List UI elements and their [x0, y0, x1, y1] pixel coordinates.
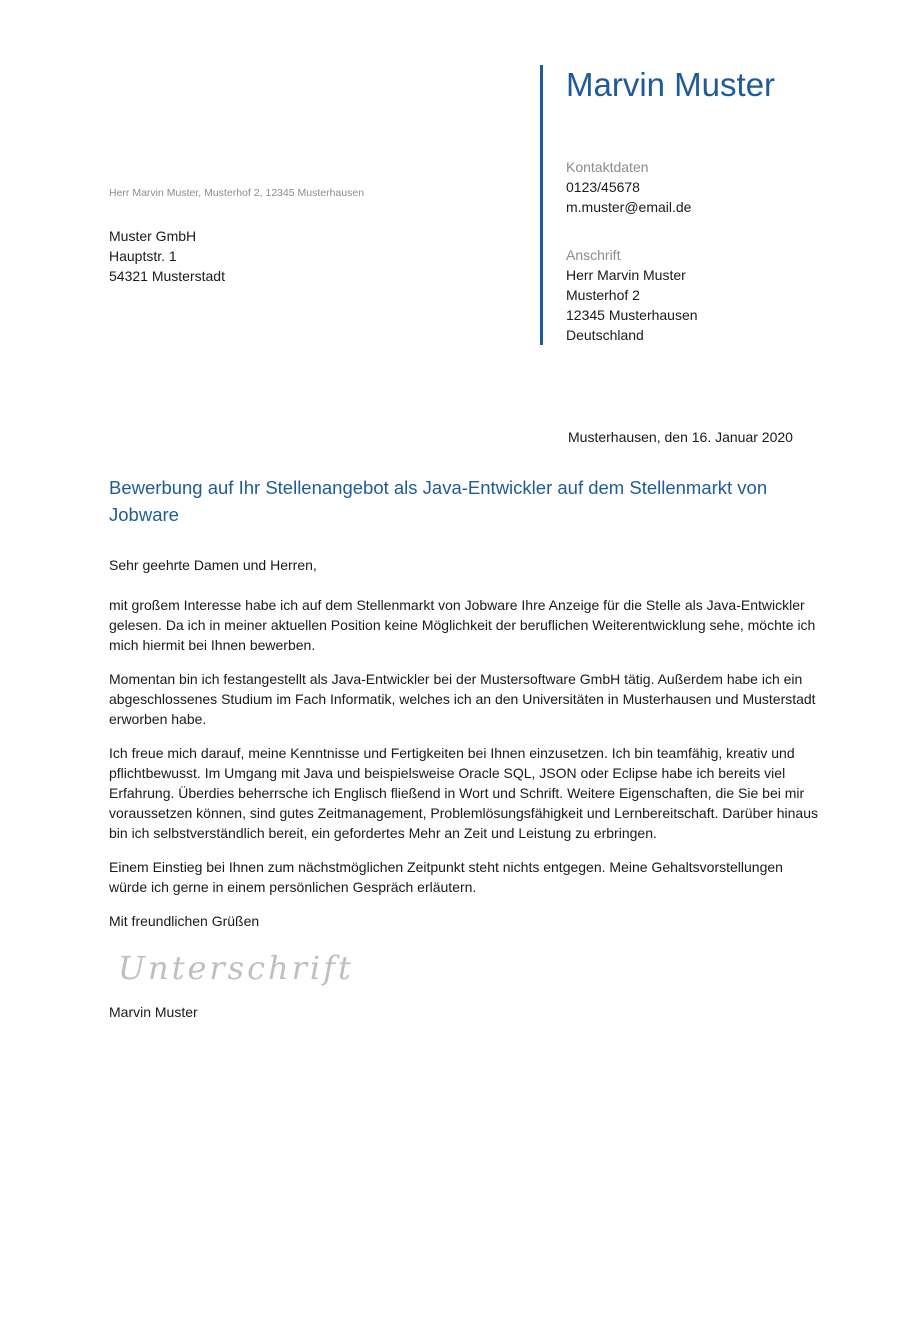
contact-phone: 0123/45678 [566, 179, 640, 195]
closing-phrase: Mit freundlichen Grüßen [109, 913, 260, 929]
contact-label: Kontaktdaten [566, 159, 649, 175]
sender-return-line: Herr Marvin Muster, Musterhof 2, 12345 Musterhausen [109, 187, 365, 199]
signer-name: Marvin Muster [109, 1004, 198, 1020]
body-paragraph: Momentan bin ich festangestellt als Java-Entwickler bei der Mustersoftware GmbH tätig. Außerdem habe ich ein abgeschlossenes Studium im Fach Informatik, welches ich an den Universitäten in Musterhausen und Musterstadt erworben habe. [109, 671, 816, 727]
letter-subject: Bewerbung auf Ihr Stellenangebot als Java-Entwickler auf dem Stellenmarkt von Jobware [109, 477, 768, 525]
header-accent-rule [540, 65, 543, 345]
recipient-line: Hauptstr. 1 [109, 248, 177, 264]
letter-body [109, 595, 821, 911]
address-block [566, 245, 698, 345]
contact-email: m.muster@email.de [566, 199, 692, 215]
recipient-address [109, 226, 225, 286]
contact-block [566, 157, 691, 217]
address-line: Musterhof 2 [566, 287, 640, 303]
body-paragraph: mit großem Interesse habe ich auf dem Stellenmarkt von Jobware Ihre Anzeige für die Stelle als Java-Entwickler gelesen. Da ich in meiner aktuellen Position keine Möglichkeit der beruflichen Weiterentwicklung sehe, möchte ich mich hiermit bei Ihnen bewerben. [109, 597, 816, 653]
address-label: Anschrift [566, 247, 621, 263]
body-paragraph: Einem Einstieg bei Ihnen zum nächstmöglichen Zeitpunkt steht nichts entgegen. Meine Gehaltsvorstellungen würde ich gerne in einem persönlichen Gespräch erläutern. [109, 859, 783, 895]
salutation: Sehr geehrte Damen und Herren, [109, 557, 317, 573]
applicant-name: Marvin Muster [566, 66, 776, 103]
address-line: Deutschland [566, 327, 644, 343]
letter-date: Musterhausen, den 16. Januar 2020 [568, 429, 793, 445]
body-paragraph: Ich freue mich darauf, meine Kenntnisse und Fertigkeiten bei Ihnen einzusetzen. Ich bin teamfähig, kreativ und pflichtbewusst. Im Umgang mit Java und beispielsweise Oracle SQL, JSON oder Eclipse habe ich bereits viel Erfahrung. Überdies beherrsche ich Englisch fließend in Wort und Schrift. Weitere Eigenschaften, die Sie bei mir voraussetzen können, sind gutes Zeitmanagement, Problemlösungsfähigkeit und Lernbereitschaft. Darüber hinaus bin ich selbstverständlich bereit, ein gefordertes Mehr an Zeit und Leistung zu erbringen. [109, 745, 818, 841]
signature-placeholder: Unterschrift [118, 949, 354, 987]
address-line: 12345 Musterhausen [566, 307, 698, 323]
address-line: Herr Marvin Muster [566, 267, 686, 283]
recipient-line: Muster GmbH [109, 228, 197, 244]
recipient-line: 54321 Musterstadt [109, 268, 225, 284]
